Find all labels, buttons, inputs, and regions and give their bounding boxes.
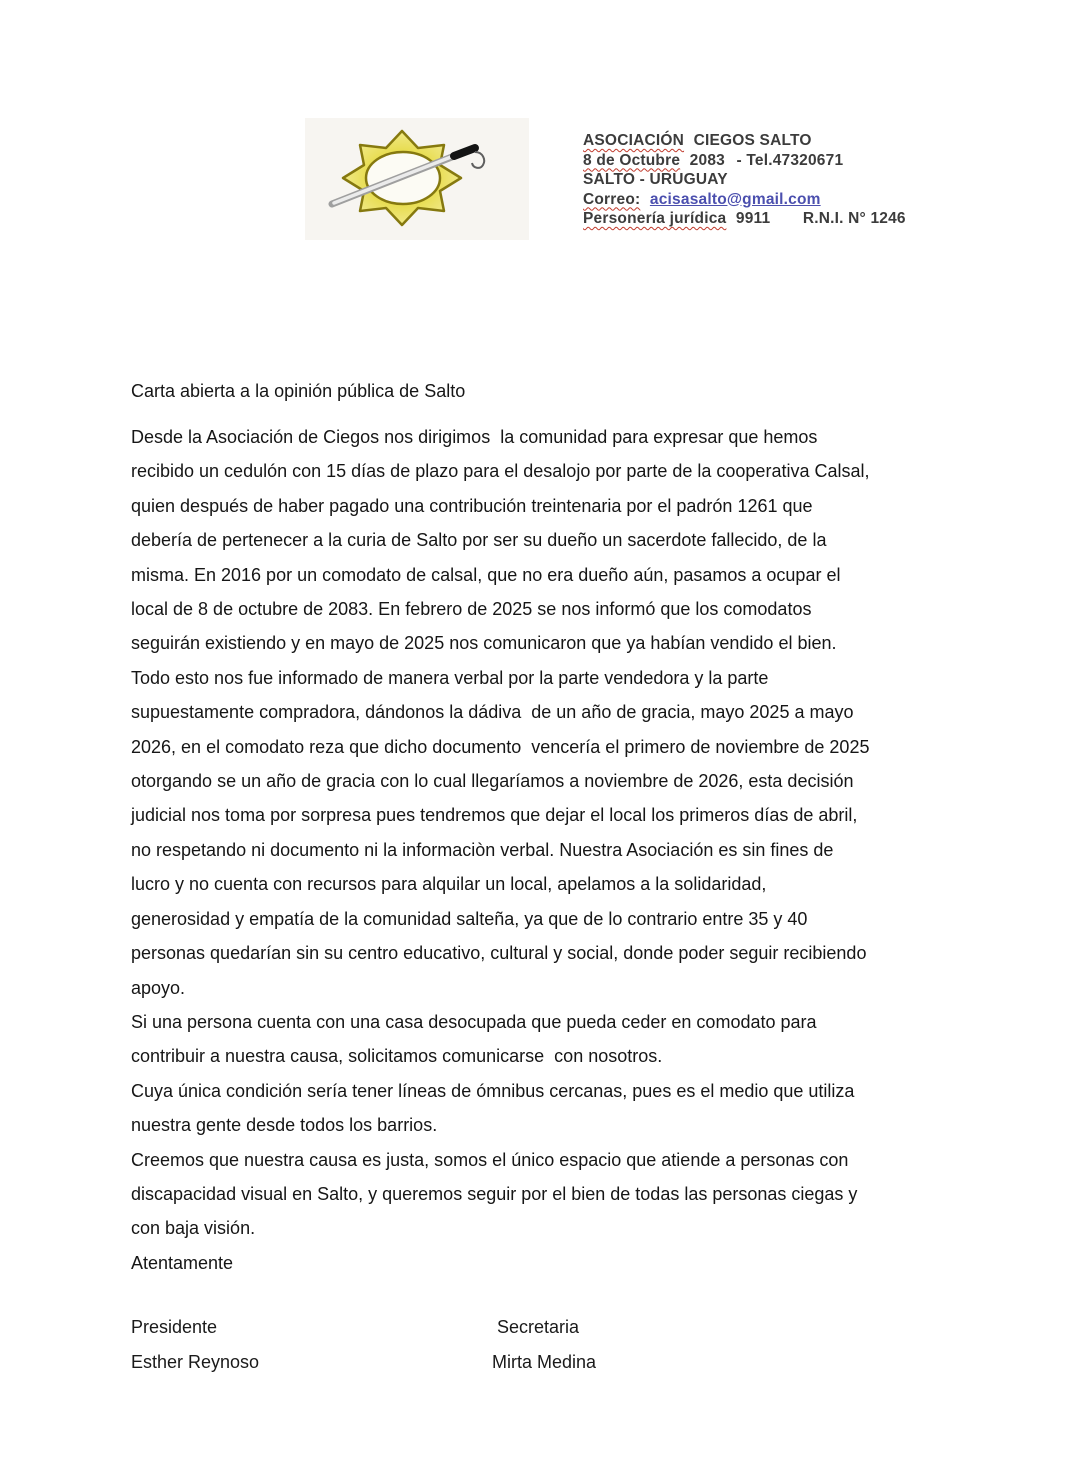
letter-body-line: 2026, en el comodato reza que dicho documento vencería el primero de noviembre de 2025 bbox=[131, 736, 870, 757]
letter-body-line: seguirán existiendo y en mayo de 2025 nos comunicaron que ya habían vendido el bien. bbox=[131, 633, 837, 654]
org-name-part1: ASOCIACIÓN bbox=[583, 132, 685, 149]
letter-body-line: misma. En 2016 por un comodato de calsal, que no era dueño aún, pasamos a ocupar el bbox=[131, 564, 841, 585]
registry-number: R.N.I. N° 1246 bbox=[802, 210, 906, 227]
org-street-number: 2083 bbox=[689, 151, 725, 169]
letter-body bbox=[131, 374, 991, 1280]
letter-body-line: recibido un cedulón con 15 días de plazo para el desalojo por parte de la cooperativa Calsal, bbox=[131, 461, 870, 482]
letter-body-line: Desde la Asociación de Ciegos nos dirigimos la comunidad para expresar que hemos bbox=[131, 427, 818, 447]
letter-body-line: generosidad y empatía de la comunidad salteña, ya que de lo contrario entre 35 y 40 bbox=[131, 908, 808, 929]
org-name-part2: CIEGOS SALTO bbox=[693, 132, 812, 149]
letter-paragraphs bbox=[131, 420, 991, 1280]
signature-role-secretary: Secretaria bbox=[497, 1317, 580, 1337]
org-contact-block bbox=[583, 131, 906, 229]
letter-body-line: Si una persona cuenta con una casa desocupada que pueda ceder en comodato para bbox=[131, 1011, 817, 1032]
org-phone: - Tel.47320671 bbox=[736, 151, 844, 169]
org-email-line bbox=[583, 190, 906, 210]
letter-body-line: apoyo. bbox=[131, 977, 186, 998]
letter-body-line: local de 8 de octubre de 2083. En febrero de 2025 se nos informó que los comodatos bbox=[131, 599, 812, 620]
letter-body-line: Todo esto nos fue informado de manera verbal por la parte vendedora y la parte bbox=[131, 667, 769, 688]
org-logo bbox=[305, 118, 529, 240]
letter-body-line: no respetando ni documento ni la informaciòn verbal. Nuestra Asociación es sin fines de bbox=[131, 839, 834, 860]
letter-body-line: quien después de haber pagado una contribución treintenaria por el padrón 1261 que bbox=[131, 495, 813, 516]
letter-body-line: nuestra gente desde todos los barrios. bbox=[131, 1115, 438, 1136]
org-street: 8 de Octubre bbox=[583, 151, 681, 169]
legal-number: 9911 bbox=[735, 210, 771, 227]
letter-body-line: Cuya única condición sería tener líneas de ómnibus cercanas, pues es el medio que utiliza bbox=[131, 1080, 855, 1101]
legal-label: Personería jurídica bbox=[583, 210, 727, 227]
signature-names-row bbox=[131, 1345, 831, 1380]
sun-white-cane-icon bbox=[305, 118, 529, 240]
org-name-line bbox=[583, 131, 906, 151]
letter-body-line: personas quedarían sin su centro educativo, cultural y social, donde poder seguir recibiendo bbox=[131, 943, 867, 964]
letter-body-line: lucro y no cuenta con recursos para alquilar un local, apelamos a la solidaridad, bbox=[131, 874, 767, 895]
signature-block bbox=[131, 1310, 831, 1379]
org-city-line: SALTO - URUGUAY bbox=[583, 171, 728, 188]
letter-body-line: otorgando se un año de gracia con lo cual llegaríamos a noviembre de 2026, esta decisión bbox=[131, 771, 854, 792]
letter-body-line: debería de pertenecer a la curia de Salto por ser su dueño un sacerdote fallecido, de la bbox=[131, 530, 827, 551]
signature-role-president: Presidente bbox=[131, 1317, 218, 1337]
letter-closing: Atentamente bbox=[131, 1252, 234, 1273]
email-link[interactable]: acisasalto@gmail.com bbox=[649, 190, 821, 208]
email-label: Correo: bbox=[583, 190, 641, 208]
letter-body-line: Creemos que nuestra causa es justa, somos el único espacio que atiende a personas con bbox=[131, 1149, 849, 1170]
letter-body-line: supuestamente compradora, dándonos la dádiva de un año de gracia, mayo 2025 a mayo bbox=[131, 702, 854, 723]
letter-title: Carta abierta a la opinión pública de Salto bbox=[131, 381, 466, 401]
signature-roles-row bbox=[131, 1310, 831, 1345]
letter-body-line: contribuir a nuestra causa, solicitamos comunicarse con nosotros. bbox=[131, 1046, 663, 1067]
letter-body-line: judicial nos toma por sorpresa pues tendremos que dejar el local los primeros días de abril, bbox=[131, 805, 858, 826]
signature-name-president: Esther Reynoso bbox=[131, 1351, 260, 1372]
signature-name-secretary: Mirta Medina bbox=[492, 1351, 597, 1372]
letter-body-line: con baja visión. bbox=[131, 1218, 256, 1239]
org-address-line bbox=[583, 151, 906, 171]
org-legal-line bbox=[583, 209, 906, 229]
letter-body-line: discapacidad visual en Salto, y queremos seguir por el bien de todas las personas ciegas y bbox=[131, 1183, 858, 1204]
